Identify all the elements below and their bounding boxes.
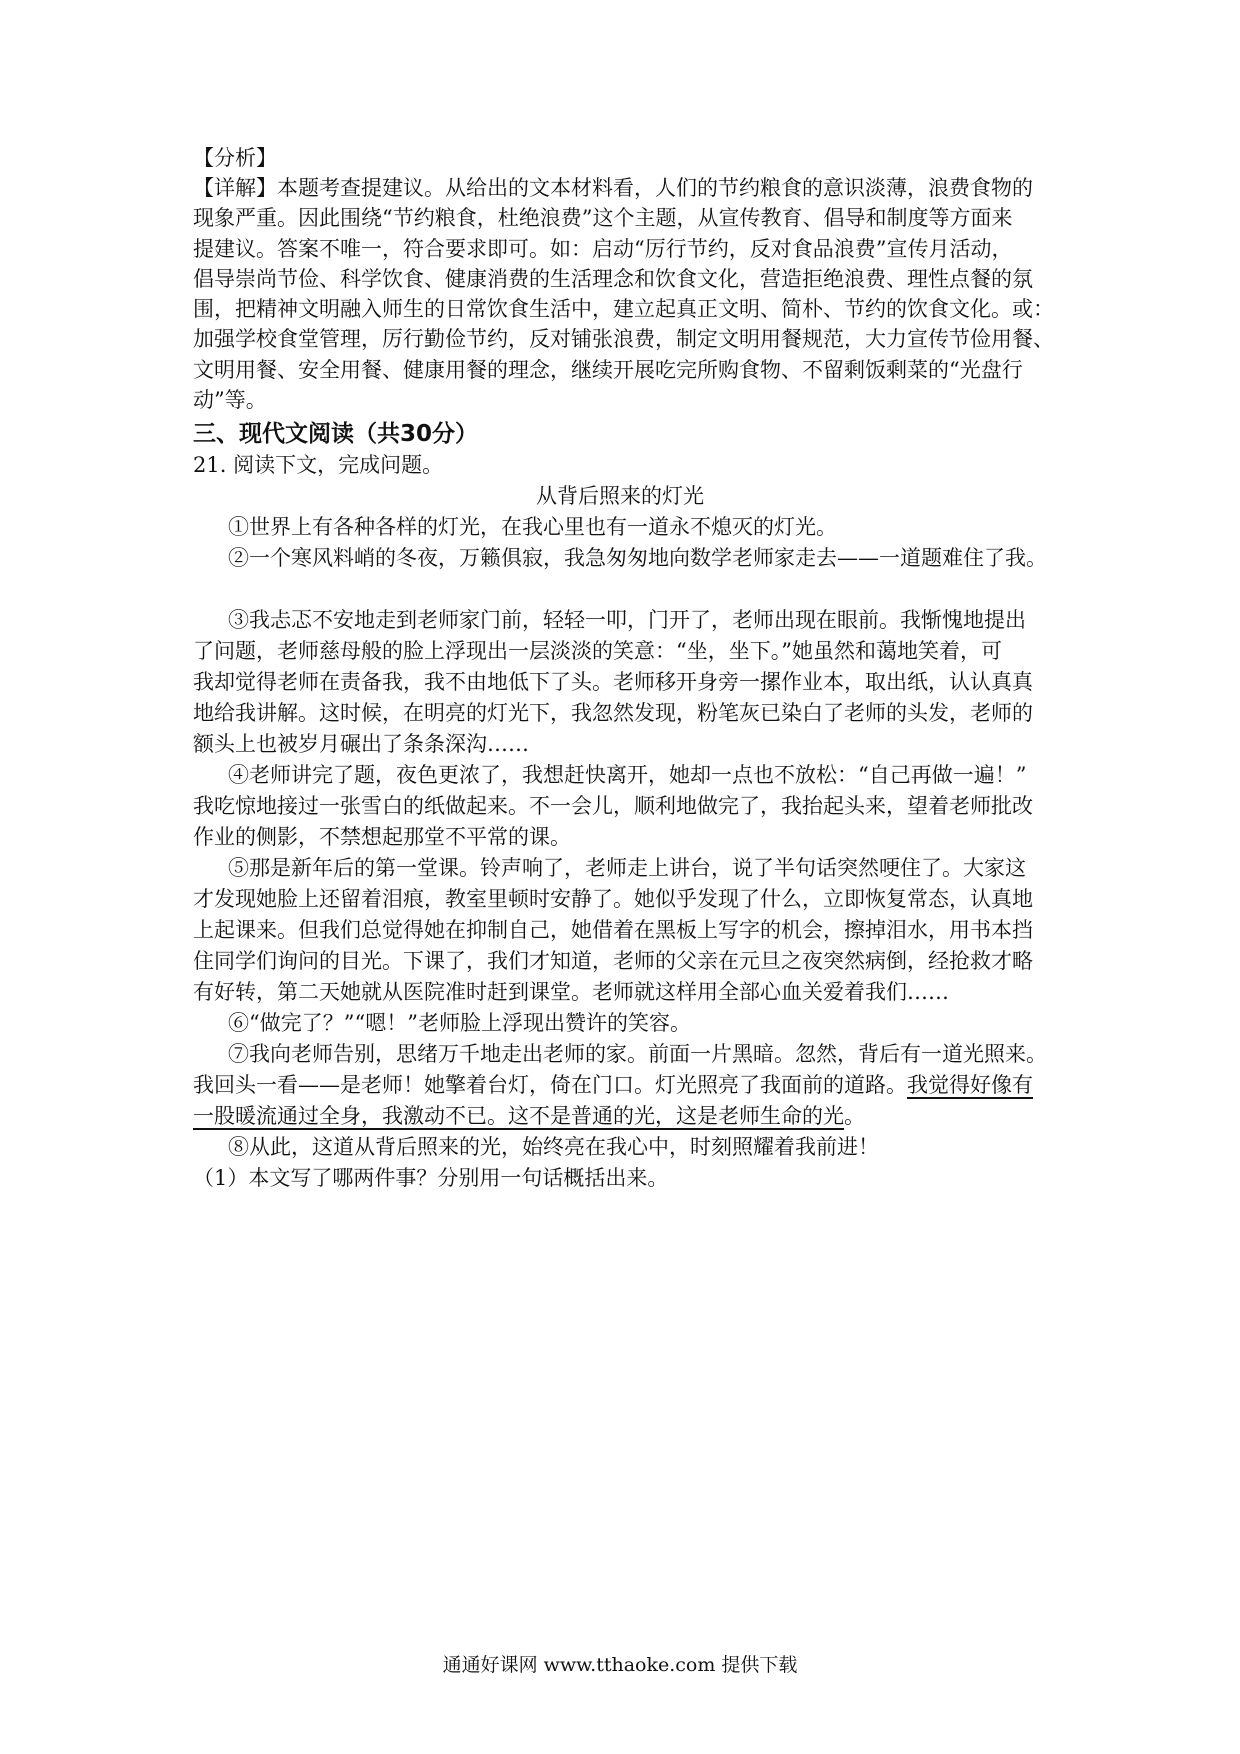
detail-line: 现象严重。因此围绕“节约粮食，杜绝浪费”这个主题，从宣传教育、倡导和制度等方面来 (193, 206, 1013, 230)
detail-line: 倡导崇尚节俭、科学饮食、健康消费的生活理念和饮食文化，营造拒绝浪费、理性点餐的氛 (193, 267, 1033, 291)
paragraph-2: ②一个寒风料峭的冬夜，万籁俱寂，我急匆匆地向数学老师家走去——一道题难住了我。 (228, 546, 1047, 570)
paragraph-line: 我却觉得老师在责备我，我不由地低下了头。老师移开身旁一摞作业本，取出纸，认认真真 (193, 670, 1033, 694)
paragraph-line: ③我忐忑不安地走到老师家门前，轻轻一叩，门开了，老师出现在眼前。我惭愧地提出 (228, 608, 1026, 632)
paragraph-8: ⑧从此，这道从背后照来的光，始终亮在我心中，时刻照耀着我前进！ (228, 1135, 879, 1159)
analysis-label: 【分析】 (193, 146, 277, 170)
detail-line: 文明用餐、安全用餐、健康用餐的理念，继续开展吃完所购食物、不留剩饭剩菜的“光盘行 (193, 358, 1023, 382)
paragraph-line: 了问题，老师慈母般的脸上浮现出一层淡淡的笑意：“坐，坐下。”她虽然和蔼地笑着，可 (193, 639, 1002, 663)
plain-text: 我回头一看——是老师！她擎着台灯，倚在门口。灯光照亮了我面前的道路。 (193, 1073, 907, 1097)
paragraph-line: ④老师讲完了题，夜色更浓了，我想赶快离开，她却一点也不放松：“自己再做一遍！” (228, 763, 1027, 787)
paragraph-line (193, 1106, 865, 1127)
paragraph-line: 有好转，第二天她就从医院准时赶到课堂。老师就这样用全部心血关爱着我们…… (193, 980, 949, 1004)
paragraph-line: 才发现她脸上还留着泪痕，教室里顿时安静了。她似乎发现了什么，立即恢复常态，认真地 (193, 887, 1033, 911)
question-prompt: 21. 阅读下文，完成问题。 (193, 453, 444, 477)
paragraph-1: ①世界上有各种各样的灯光，在我心里也有一道永不熄灭的灯光。 (228, 515, 837, 539)
footer-text: 通通好课网 www.tthaoke.com 提供下载 (442, 1654, 798, 1676)
plain-text: 。 (844, 1104, 865, 1128)
underlined-text: 一股暖流通过全身，我激动不已。这不是普通的光，这是老师生命的光 (193, 1104, 844, 1128)
paragraph-line: 地给我讲解。这时候，在明亮的灯光下，我忽然发现，粉笔灰已染白了老师的头发，老师的 (193, 701, 1033, 725)
detail-line: 围，把精神文明融入师生的日常饮食生活中，建立起真正文明、简朴、节约的饮食文化。或： (193, 297, 1054, 321)
detail-line: 【详解】本题考查提建议。从给出的文本材料看，人们的节约粮食的意识淡薄，浪费食物的 (193, 176, 1033, 200)
paragraph-line: 住同学们询问的目光。下课了，我们才知道，老师的父亲在元旦之夜突然病倒，经抢救才略 (193, 949, 1033, 973)
paragraph-line: ⑦我向老师告别，思绪万千地走出老师的家。前面一片黑暗。忽然，背后有一道光照来。 (228, 1042, 1047, 1066)
detail-line: 动”等。 (193, 388, 267, 412)
underlined-text: 我觉得好像有 (907, 1073, 1033, 1097)
paragraph-line: 我吃惊地接过一张雪白的纸做起来。不一会儿，顺利地做完了，我抬起头来，望着老师批改 (193, 794, 1033, 818)
sub-question: （1）本文写了哪两件事？分别用一句话概括出来。 (193, 1166, 669, 1190)
section-heading: 三、现代文阅读（共30分） (193, 421, 479, 447)
paragraph-line: 作业的侧影，不禁想起那堂不平常的课。 (193, 825, 571, 849)
paragraph-line: ⑤那是新年后的第一堂课。铃声响了，老师走上讲台，说了半句话突然哽住了。大家这 (228, 856, 1026, 880)
detail-line: 加强学校食堂管理，厉行勤俭节约，反对铺张浪费，制定文明用餐规范，大力宣传节俭用餐、 (193, 327, 1054, 351)
paragraph-line (193, 1075, 1033, 1096)
paragraph-line: 额头上也被岁月碾出了条条深沟…… (193, 732, 529, 756)
paragraph-line: 上起课来。但我们总觉得她在抑制自己，她借着在黑板上写字的机会，擦掉泪水，用书本挡 (193, 918, 1033, 942)
article-title: 从背后照来的灯光 (536, 484, 704, 508)
paragraph-6: ⑥“做完了？”“嗯！”老师脸上浮现出赞许的笑容。 (228, 1011, 691, 1035)
detail-line: 提建议。答案不唯一，符合要求即可。如：启动“厉行节约，反对食品浪费”宣传月活动， (193, 237, 1013, 261)
